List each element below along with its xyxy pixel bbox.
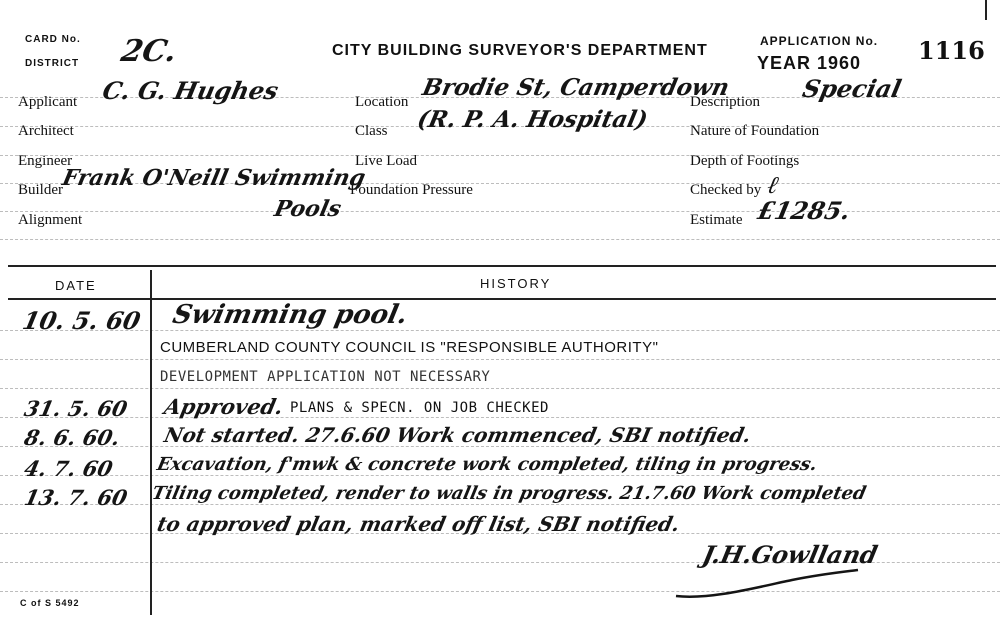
live-load-label: Live Load <box>355 153 418 169</box>
history-header-rule <box>8 298 996 300</box>
signature: J.H.Gowlland <box>700 540 881 569</box>
history-entry: Not started. 27.6.60 Work commenced, SBI notified. <box>162 423 754 447</box>
card-no-value: 2C. <box>118 34 181 69</box>
estimate-value: £1285. <box>755 196 854 225</box>
builder-value: Frank O'Neill Swimming <box>60 165 368 191</box>
history-date: 13. 7. 60 <box>22 485 130 510</box>
location-value: Brodie St, Camperdown <box>420 74 732 101</box>
history-entry: to approved plan, marked off list, SBI notified. <box>155 512 683 536</box>
application-no-label: APPLICATION No. <box>760 34 879 48</box>
date-column-header: DATE <box>55 278 97 293</box>
class-value: (R. P. A. Hospital) <box>415 106 651 133</box>
class-label: Class <box>355 123 388 139</box>
alignment-label: Alignment <box>18 212 83 228</box>
checked-by-mark-icon: ℓ <box>765 170 782 199</box>
builder-label: Builder <box>18 182 63 198</box>
history-date: 4. 7. 60 <box>22 456 116 481</box>
engineer-label: Engineer <box>18 153 73 169</box>
history-entry: DEVELOPMENT APPLICATION NOT NECESSARY <box>160 369 491 385</box>
description-value: Special <box>800 74 904 103</box>
rule-line <box>0 155 1000 156</box>
form-code: C of S 5492 <box>20 598 80 608</box>
rule-line <box>0 239 1000 240</box>
year-label: YEAR 1960 <box>757 53 862 73</box>
estimate-label: Estimate <box>690 212 743 228</box>
application-number: 1116 <box>918 36 985 65</box>
history-entry: Approved. <box>162 394 286 419</box>
section-divider <box>8 265 996 267</box>
checked-by-label: Checked by <box>690 182 762 198</box>
history-entry: Swimming pool. <box>170 300 411 330</box>
builder-value-line2: Pools <box>272 196 344 222</box>
rule-line <box>0 211 1000 212</box>
date-column-divider <box>150 270 152 615</box>
district-label: DISTRICT <box>25 58 80 69</box>
history-entry: CUMBERLAND COUNTY COUNCIL IS "RESPONSIBLE AUTHORITY" <box>160 339 659 356</box>
history-entry: Excavation, f'mwk & concrete work completed, tiling in progress. <box>155 454 820 475</box>
signature-underline-icon <box>672 566 862 606</box>
history-date: 31. 5. 60 <box>22 396 130 421</box>
history-date: 8. 6. 60. <box>22 425 123 450</box>
description-label: Description <box>690 94 760 110</box>
depth-of-footings-label: Depth of Footings <box>690 153 800 169</box>
history-column-header: HISTORY <box>480 276 552 291</box>
architect-label: Architect <box>18 123 74 139</box>
department-title: CITY BUILDING SURVEYOR'S DEPARTMENT <box>332 42 708 59</box>
edge-mark <box>985 0 987 20</box>
card-no-label: CARD No. <box>25 34 81 45</box>
location-label: Location <box>355 94 409 110</box>
applicant-label: Applicant <box>18 94 78 110</box>
applicant-value: C. G. Hughes <box>100 76 282 105</box>
foundation-pressure-label: Foundation Pressure <box>350 182 473 198</box>
history-date: 10. 5. 60 <box>20 306 144 335</box>
history-entry: Tiling completed, render to walls in progress. 21.7.60 Work completed <box>150 483 868 504</box>
history-entry-typed: PLANS & SPECN. ON JOB CHECKED <box>290 400 549 416</box>
nature-of-foundation-label: Nature of Foundation <box>690 123 820 139</box>
